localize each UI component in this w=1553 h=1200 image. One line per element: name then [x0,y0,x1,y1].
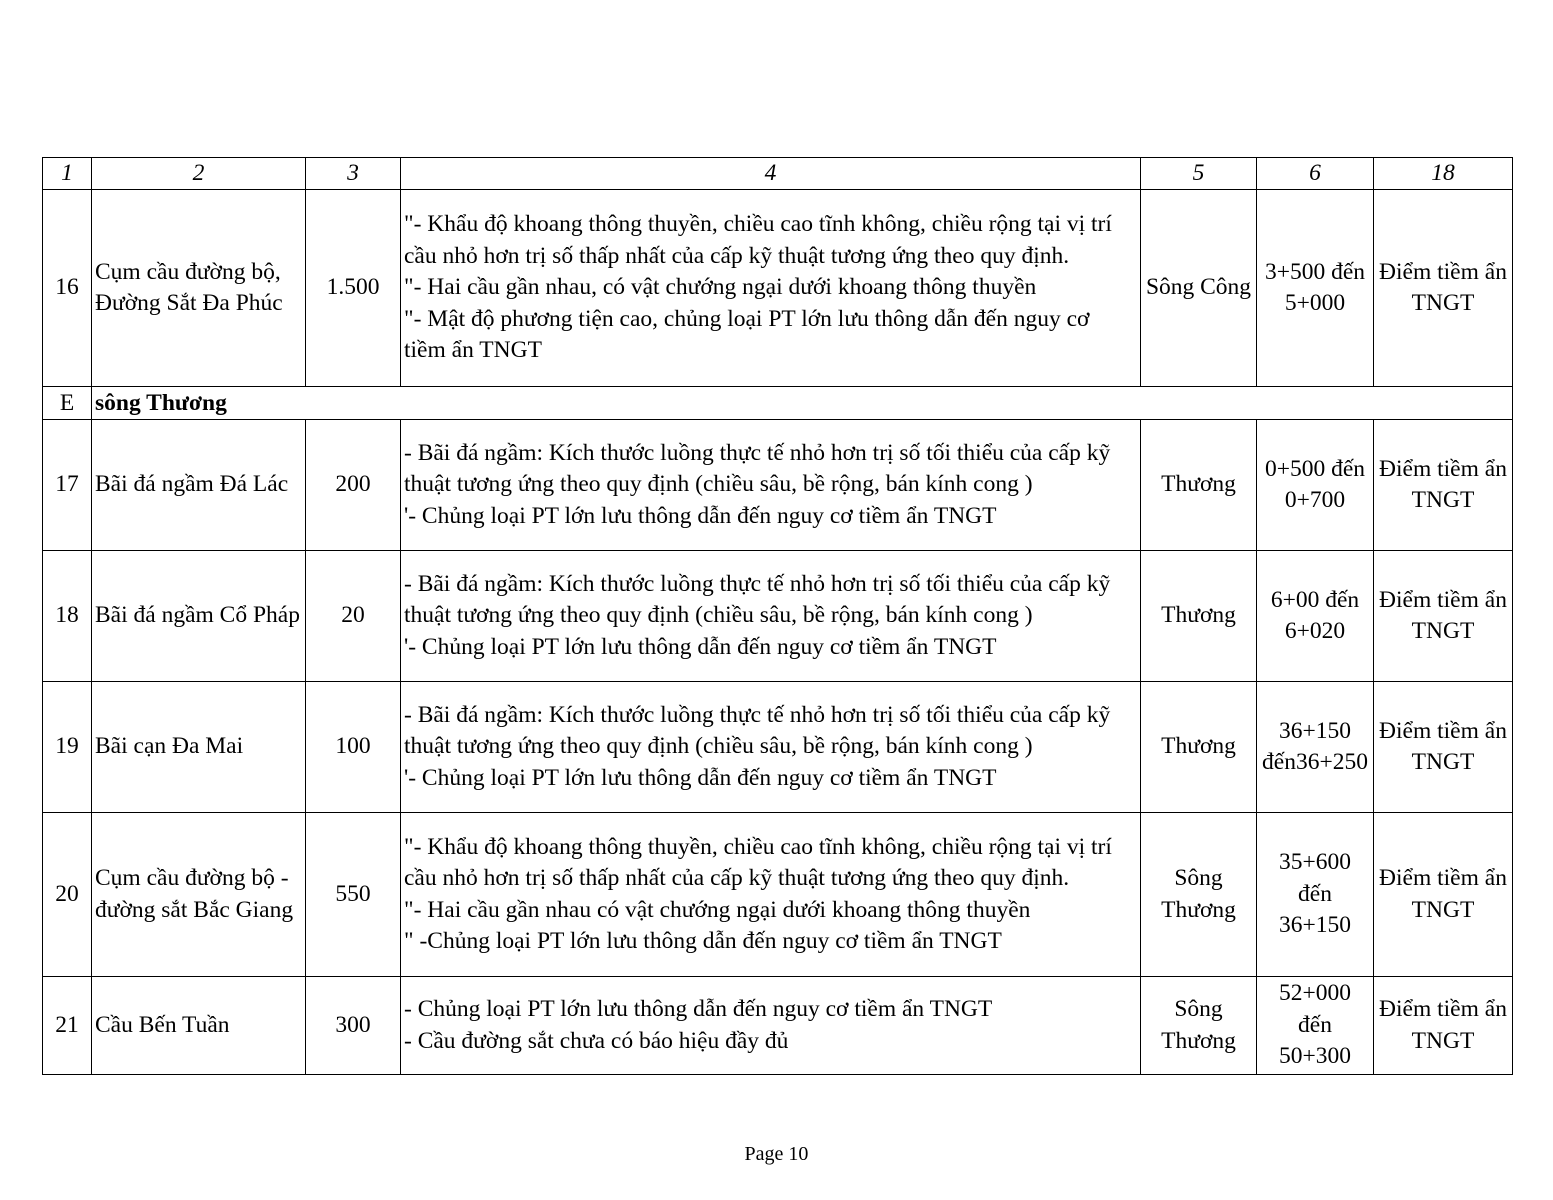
hazard-description: "- Khẩu độ khoang thông thuyền, chiều cao tĩnh không, chiều rộng tại vị trí cầu nhỏ hơn trị số thấp nhất của cấp kỹ thuật tương ứng theo quy định. "- Hai cầu gần nhau có vật chướng ngại dưới khoang thông thuyền " -Chủng loại PT lớn lưu thông dẫn đến nguy cơ tiềm ẩn TNGT [401,813,1141,977]
classification: Điểm tiềm ẩn TNGT [1374,190,1513,387]
river-name: Thương [1141,682,1257,813]
hazard-description: - Bãi đá ngầm: Kích thước luồng thực tế nhỏ hơn trị số tối thiểu của cấp kỹ thuật tương ứng theo quy định (chiều sâu, bề rộng, bán kính cong ) '- Chủng loại PT lớn lưu thông dẫn đến nguy cơ tiềm ẩn TNGT [401,420,1141,551]
river-name: Sông Công [1141,190,1257,387]
location-name: Cầu Bến Tuần [92,977,306,1075]
table-row [43,190,1513,387]
river-name: Thương [1141,420,1257,551]
table-row [43,420,1513,551]
column-number: 4 [401,158,1141,190]
row-number: 18 [43,551,92,682]
hazard-description: - Bãi đá ngầm: Kích thước luồng thực tế nhỏ hơn trị số tối thiểu của cấp kỹ thuật tương ứng theo quy định (chiều sâu, bề rộng, bán kính cong ) '- Chủng loại PT lớn lưu thông dẫn đến nguy cơ tiềm ẩn TNGT [401,551,1141,682]
hazard-description: - Bãi đá ngầm: Kích thước luồng thực tế nhỏ hơn trị số tối thiểu của cấp kỹ thuật tương ứng theo quy định (chiều sâu, bề rộng, bán kính cong ) '- Chủng loại PT lớn lưu thông dẫn đến nguy cơ tiềm ẩn TNGT [401,682,1141,813]
classification: Điểm tiềm ẩn TNGT [1374,813,1513,977]
hazard-description: "- Khẩu độ khoang thông thuyền, chiều cao tĩnh không, chiều rộng tại vị trí cầu nhỏ hơn trị số thấp nhất của cấp kỹ thuật tương ứng theo quy định. "- Hai cầu gần nhau, có vật chướng ngại dưới khoang thông thuyền "- Mật độ phương tiện cao, chủng loại PT lớn lưu thông dẫn đến nguy cơ tiềm ẩn TNGT [401,190,1141,387]
column-number: 5 [1141,158,1257,190]
column-number: 1 [43,158,92,190]
km-range: 35+600 đến 36+150 [1257,813,1374,977]
classification: Điểm tiềm ẩn TNGT [1374,420,1513,551]
section-code: E [43,387,92,420]
km-range: 36+150 đến36+250 [1257,682,1374,813]
table-row [43,813,1513,977]
section-row [43,387,1513,420]
hazard-points-table [42,157,1513,1075]
column-number: 6 [1257,158,1374,190]
location-name: Cụm cầu đường bộ - đường sắt Bắc Giang [92,813,306,977]
km-range: 3+500 đến 5+000 [1257,190,1374,387]
row-number: 16 [43,190,92,387]
length: 1.500 [306,190,401,387]
classification: Điểm tiềm ẩn TNGT [1374,682,1513,813]
table-row [43,551,1513,682]
km-range: 6+00 đến 6+020 [1257,551,1374,682]
row-number: 21 [43,977,92,1075]
row-number: 20 [43,813,92,977]
location-name: Cụm cầu đường bộ, Đường Sắt Đa Phúc [92,190,306,387]
row-number: 19 [43,682,92,813]
length: 550 [306,813,401,977]
column-number: 18 [1374,158,1513,190]
length: 100 [306,682,401,813]
section-title: sông Thương [92,387,1513,420]
km-range: 52+000 đến 50+300 [1257,977,1374,1075]
length: 300 [306,977,401,1075]
row-number: 17 [43,420,92,551]
hazard-description: - Chủng loại PT lớn lưu thông dẫn đến nguy cơ tiềm ẩn TNGT - Cầu đường sắt chưa có báo hiệu đầy đủ [401,977,1141,1075]
table-row [43,682,1513,813]
column-number: 3 [306,158,401,190]
location-name: Bãi cạn Đa Mai [92,682,306,813]
river-name: Sông Thương [1141,813,1257,977]
length: 200 [306,420,401,551]
page-number: Page 10 [744,1143,809,1165]
river-name: Thương [1141,551,1257,682]
length: 20 [306,551,401,682]
classification: Điểm tiềm ẩn TNGT [1374,551,1513,682]
table-row [43,977,1513,1075]
river-name: Sông Thương [1141,977,1257,1075]
location-name: Bãi đá ngầm Cổ Pháp [92,551,306,682]
classification: Điểm tiềm ẩn TNGT [1374,977,1513,1075]
column-number-row [43,158,1513,190]
km-range: 0+500 đến 0+700 [1257,420,1374,551]
location-name: Bãi đá ngầm Đá Lác [92,420,306,551]
column-number: 2 [92,158,306,190]
